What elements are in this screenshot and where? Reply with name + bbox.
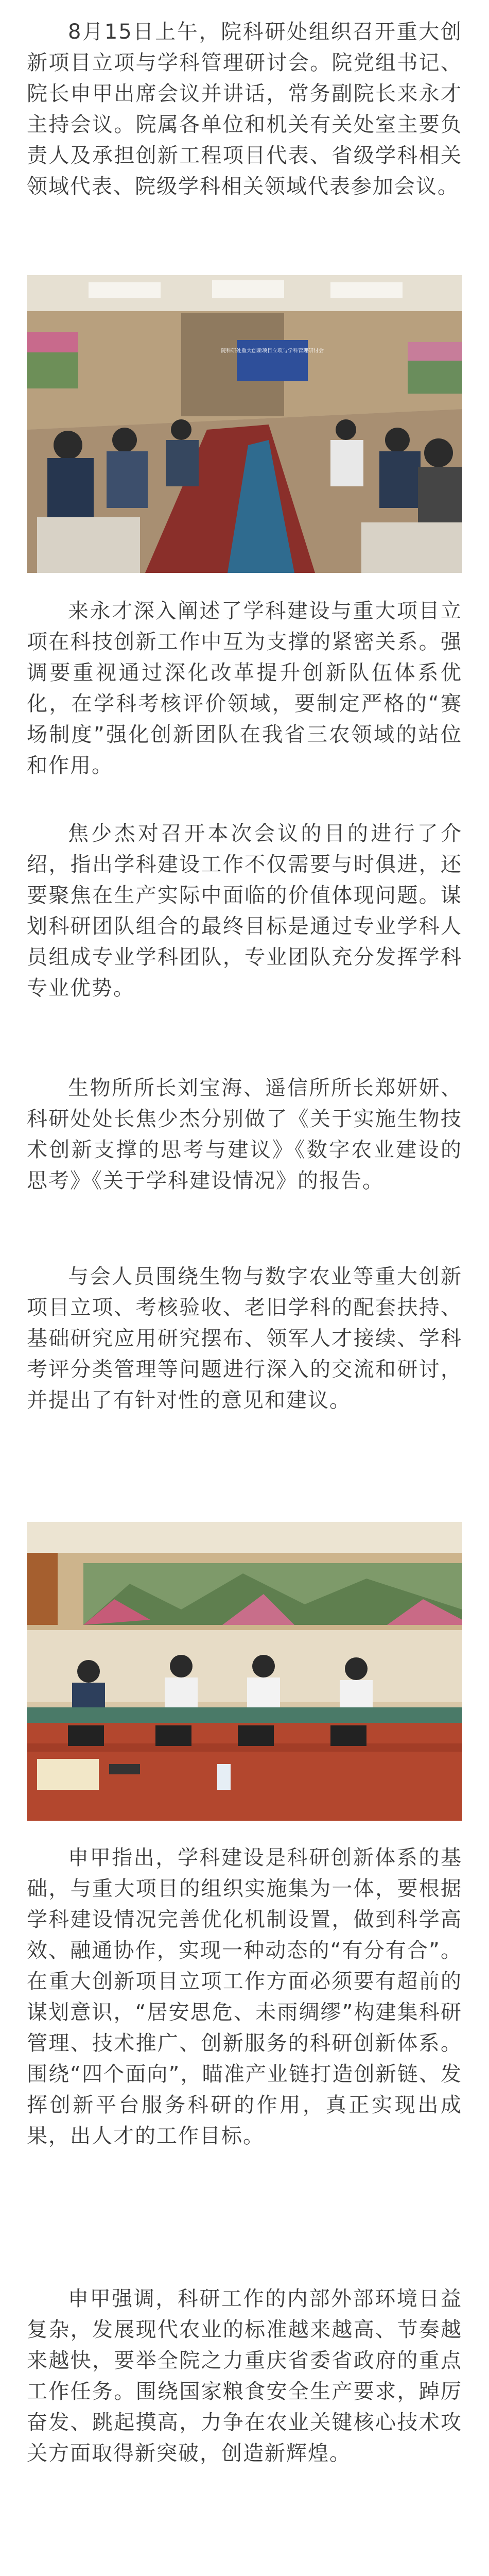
paragraph-reports: 生物所所长刘宝海、遥信所所长郑妍妍、科研处处长焦少杰分别做了《关于实施生物技术创新支撑的思考与建议》《数字农业建设的思考》《关于学科建设情况》的报告。 [27, 1076, 462, 1193]
meeting-photo-2 [27, 1522, 462, 1821]
paragraph-jiao-shaojie: 焦少杰对召开本次会议的目的进行了介绍，指出学科建设工作不仅需要与时俱进，还要聚焦在生产实际中面临的价值体现问题。谋划科研团队组合的最终目标是通过专业学科人员组成专业学科团队，专业团队充分发挥学科专业优势。 [27, 822, 462, 1000]
paragraph-shen-jia-points: 申甲指出，学科建设是科研创新体系的基础，与重大项目的组织实施集为一体，要根据学科建设情况完善优化机制设置，做到科学高效、融通协作，实现一种动态的“有分有合”。在重大创新项目立项工作方面必须要有超前的谋划意识，“居安思危、未雨绸缪”构建集科研管理、技术推广、创新服务的科研创新体系。围绕“四个面向”，瞄准产业链打造创新链、发挥创新平台服务科研的作用，真正实现出成果，出人才的工作目标。 [27, 1846, 462, 2148]
meeting-photo-1-illustration [27, 275, 462, 573]
projection-screen-text: 院科研处重大创新项目立项与学科管理研讨会 [221, 348, 324, 354]
meeting-photo-2-illustration [27, 1522, 462, 1821]
paragraph-discussion: 与会人员围绕生物与数字农业等重大创新项目立项、考核验收、老旧学科的配套扶持、基础研究应用研究摆布、领军人才接续、学科考评分类管理等问题进行深入的交流和研讨，并提出了有针对性的意见和建议。 [27, 1265, 462, 1412]
paragraph-intro: 8月15日上午，院科研处组织召开重大创新项目立项与学科管理研讨会。院党组书记、院长申甲出席会议并讲话，常务副院长来永才主持会议。院属各单位和机关有关处室主要负责人及承担创新工程项目代表、省级学科相关领域代表、院级学科相关领域代表参加会议。 [27, 20, 462, 198]
paragraph-shen-jia-emphasis: 申甲强调，科研工作的内部外部环境日益复杂，发展现代农业的标准越来越高、节奏越来越快，要举全院之力重庆省委省政府的重点工作任务。围绕国家粮食安全生产要求，踔厉奋发、跳起摸高，力争在农业关键核心技术攻关方面取得新突破，创造新辉煌。 [27, 2287, 462, 2465]
paragraph-lai-yongcai: 来永才深入阐述了学科建设与重大项目立项在科技创新工作中互为支撑的紧密关系。强调要重视通过深化改革提升创新队伍体系优化，在学科考核评价领域，要制定严格的“赛场制度”强化创新团队在我省三农领域的站位和作用。 [27, 599, 462, 777]
meeting-photo-1 [27, 275, 462, 573]
